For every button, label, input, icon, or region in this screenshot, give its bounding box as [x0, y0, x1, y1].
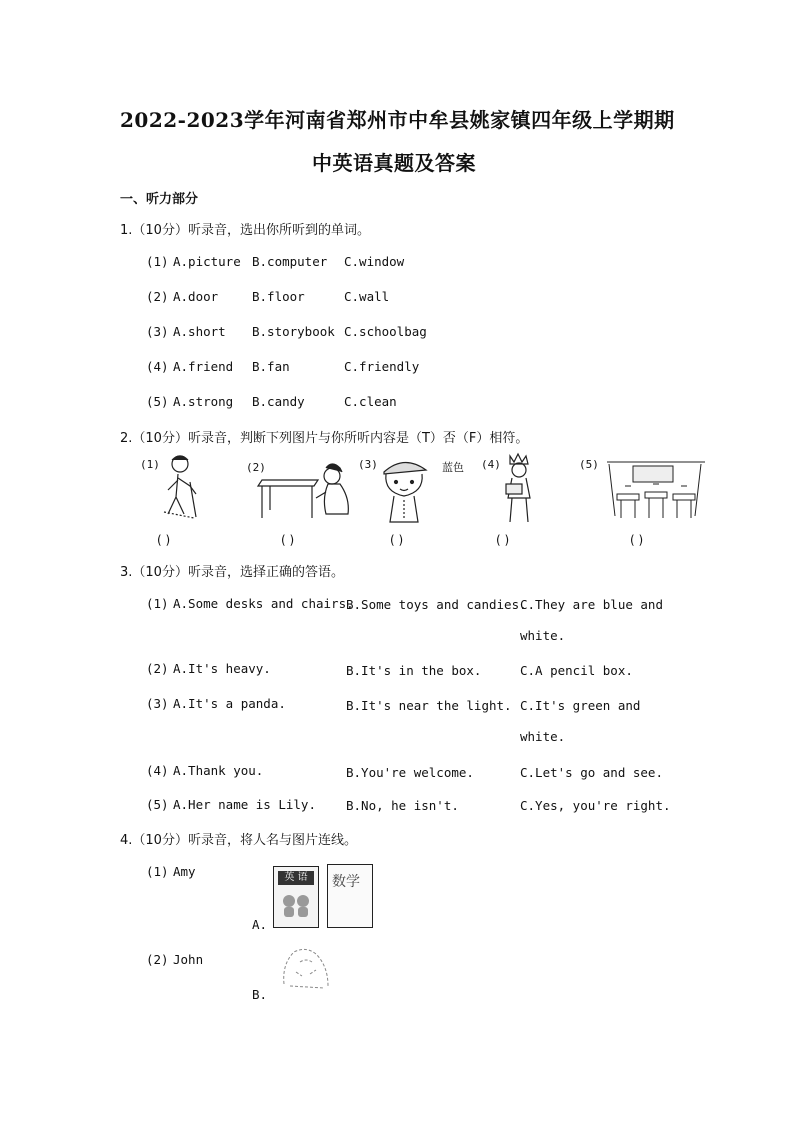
q3-option-b: B.It's in the box.	[346, 663, 482, 678]
q3-option-c: C.A pencil box.	[520, 663, 633, 678]
q4-item-num: (1)	[146, 864, 169, 879]
kid-holding-book-illustration	[500, 452, 540, 527]
q2-pic-label-blue: 蓝色	[442, 461, 464, 474]
q2-pic-num: (5)	[579, 458, 599, 471]
q3-item-num: (2)	[146, 661, 169, 676]
q3-option-c-cont: white.	[520, 729, 566, 744]
q1-option-c: C.schoolbag	[344, 324, 427, 339]
q3-option-c: C.It's green and	[520, 698, 641, 713]
q1-option-c: C.wall	[344, 289, 390, 304]
q3-option-a: A.It's heavy.	[173, 661, 271, 676]
math-book-illustration	[327, 864, 373, 928]
q1-option-c: C.window	[344, 254, 405, 269]
q1-option-b: B.candy	[252, 394, 305, 409]
q2-answer-blank[interactable]: ( )	[157, 533, 171, 547]
q1-stem: 1.（10分）听录音，选出你所听到的单词。	[120, 223, 370, 238]
q3-option-b: B.Some toys and candies.	[346, 597, 527, 612]
q2-pic-num: (1)	[140, 458, 160, 471]
q3-stem: 3.（10分）听录音，选择正确的答语。	[120, 565, 344, 580]
q1-option-a: A.strong	[173, 394, 234, 409]
q1-item-num: (2)	[146, 289, 169, 304]
boy-with-cap-illustration	[376, 452, 436, 527]
q1-option-b: B.floor	[252, 289, 305, 304]
q3-option-c: C.Yes, you're right.	[520, 798, 671, 813]
q3-item-num: (1)	[146, 596, 169, 611]
classroom-illustration	[605, 456, 707, 524]
q3-option-a: A.It's a panda.	[173, 696, 286, 711]
q1-option-a: A.friend	[173, 359, 234, 374]
q3-option-c: C.They are blue and	[520, 597, 663, 612]
q1-option-b: B.fan	[252, 359, 290, 374]
q3-item-num: (4)	[146, 763, 169, 778]
q1-item-num: (4)	[146, 359, 169, 374]
english-book-title: 英 语	[278, 871, 314, 885]
q2-answer-blank[interactable]: ( )	[496, 533, 510, 547]
q4-name-amy: Amy	[173, 864, 196, 879]
boy-sweeping-illustration	[150, 452, 210, 527]
page-title-line2: 中英语真题及答案	[312, 151, 476, 175]
faint-sketch-illustration	[276, 944, 336, 996]
q1-item-num: (1)	[146, 254, 169, 269]
q4-item-num: (2)	[146, 952, 169, 967]
q1-item-num: (5)	[146, 394, 169, 409]
q4-option-letter: B.	[252, 987, 268, 1002]
q2-stem: 2.（10分）听录音，判断下列图片与你所听内容是（T）否（F）相符。	[120, 431, 529, 446]
q3-option-b: B.You're welcome.	[346, 765, 474, 780]
q3-item-num: (3)	[146, 696, 169, 711]
q1-option-c: C.friendly	[344, 359, 420, 374]
q3-item-num: (5)	[146, 797, 169, 812]
q2-answer-blank[interactable]: ( )	[390, 533, 404, 547]
q2-answer-blank[interactable]: ( )	[281, 533, 295, 547]
q4-name-john: John	[173, 952, 204, 967]
q3-option-b: B.No, he isn't.	[346, 798, 459, 813]
q3-option-a: A.Her name is Lily.	[173, 797, 316, 812]
q3-option-c: C.Let's go and see.	[520, 765, 663, 780]
q3-option-b: B.It's near the light.	[346, 698, 512, 713]
q4-option-letter: A.	[252, 917, 268, 932]
q1-option-a: A.door	[173, 289, 219, 304]
page-title-line1: 2022-2023学年河南省郑州市中牟县姚家镇四年级上学期期	[120, 108, 675, 132]
math-book-title: 数学	[332, 874, 360, 890]
q1-option-a: A.picture	[173, 254, 241, 269]
kids-icon	[280, 893, 312, 919]
q1-item-num: (3)	[146, 324, 169, 339]
q3-option-a: A.Thank you.	[173, 763, 264, 778]
q2-answer-blank[interactable]: ( )	[630, 533, 644, 547]
q2-pic-num: (4)	[481, 458, 501, 471]
section-heading-listening: 一、听力部分	[120, 192, 199, 207]
q1-option-b: B.storybook	[252, 324, 335, 339]
q2-pic-num: (3)	[358, 458, 378, 471]
english-book-illustration	[273, 866, 319, 928]
q1-option-b: B.computer	[252, 254, 328, 269]
q1-option-a: A.short	[173, 324, 226, 339]
q3-option-c-cont: white.	[520, 628, 566, 643]
q3-option-a: A.Some desks and chairs.	[173, 596, 354, 611]
q2-pic-num: (2)	[246, 461, 266, 474]
q1-option-c: C.clean	[344, 394, 397, 409]
girl-under-table-illustration	[256, 458, 356, 523]
q4-stem: 4.（10分）听录音，将人名与图片连线。	[120, 833, 357, 848]
